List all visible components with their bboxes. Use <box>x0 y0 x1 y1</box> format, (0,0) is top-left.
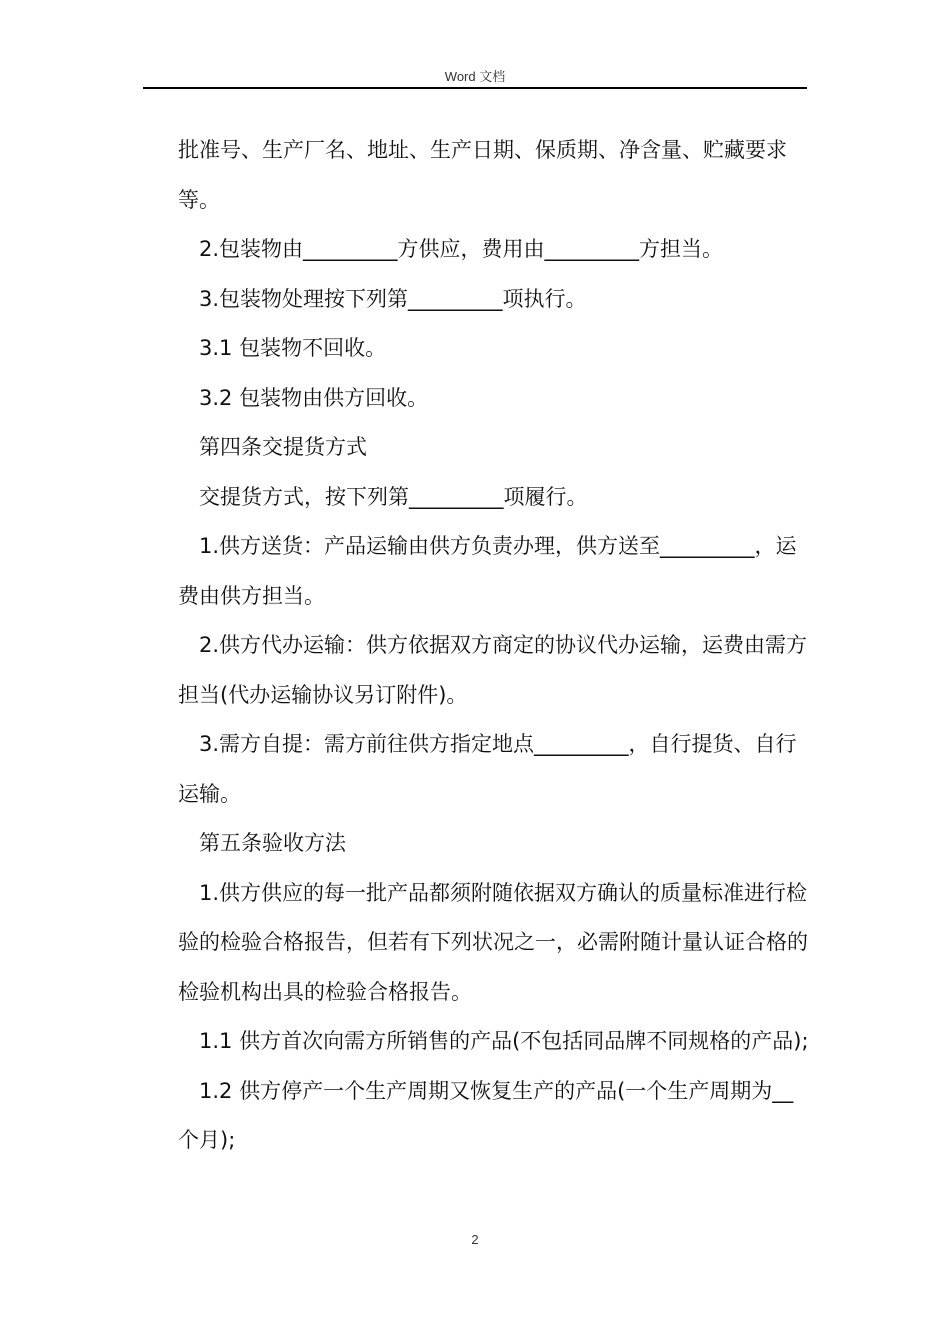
paragraph: 1.供方送货：产品运输由供方负责办理，供方送至_________，运费由供方担当。 <box>178 534 797 608</box>
paragraph: 1.2 供方停产一个生产周期又恢复生产的产品(一个生产周期为__个月); <box>178 1078 794 1152</box>
paragraph: 批准号、生产厂名、地址、生产日期、保质期、净含量、贮藏要求等。 <box>178 138 787 212</box>
paragraph: 3.1 包装物不回收。 <box>199 336 387 360</box>
paragraph: 2.供方代办运输：供方依据双方商定的协议代办运输，运费由需方担当(代办运输协议另订附件)。 <box>178 633 808 707</box>
page-header: Word 文档 <box>444 69 506 84</box>
paragraph: 3.2 包装物由供方回收。 <box>199 385 429 410</box>
document-body <box>178 126 810 1166</box>
paragraph: 3.需方自提：需方前往供方指定地点_________，自行提货、自行运输。 <box>178 732 797 806</box>
section-heading: 第五条验收方法 <box>199 831 346 855</box>
paragraph: 1.供方供应的每一批产品都须附随依据双方确认的质量标准进行检验的检验合格报告，但若有下列状况之一，必需附随计量认证合格的检验机构出具的检验合格报告。 <box>178 880 808 1004</box>
header-divider <box>143 87 807 89</box>
paragraph: 3.包装物处理按下列第_________项执行。 <box>199 286 587 311</box>
paragraph: 交提货方式，按下列第_________项履行。 <box>199 484 588 509</box>
page-number: 2 <box>471 1232 479 1247</box>
paragraph: 1.1 供方首次向需方所销售的产品(不包括同品牌不同规格的产品); <box>199 1029 809 1053</box>
paragraph: 2.包装物由_________方供应，费用由_________方担当。 <box>199 237 724 261</box>
section-heading: 第四条交提货方式 <box>199 435 367 459</box>
